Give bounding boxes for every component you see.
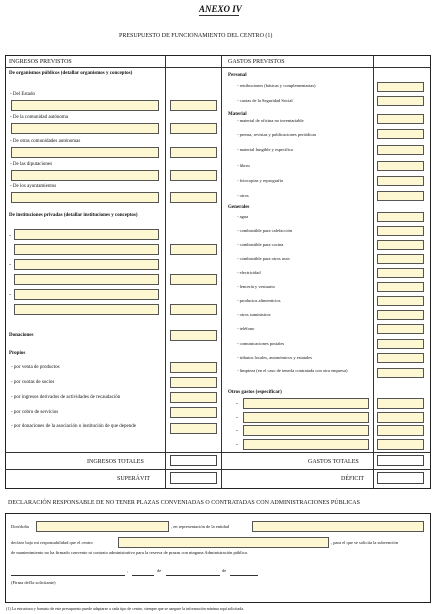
gasto-libros-label: - libros [237, 163, 250, 168]
firma-label: (Firma del/la solicitante) [11, 580, 56, 585]
declaracion-title: DECLARACIÓN RESPONSABLE DE NO TENER PLAZAS CONVENIADAS O CONTRATADAS CON ADMINISTRACIONES PÚBLICAS [8, 500, 360, 506]
gasto-prensa-field[interactable] [377, 129, 424, 139]
page-title: PRESUPUESTO DE FUNCIONAMIENTO DEL CENTRO (1) [119, 33, 273, 39]
para-el-que-label: , para el que se solicita la subvención [331, 540, 398, 545]
inst-privada-3b-detail-field[interactable] [14, 304, 159, 315]
org-publicos-label: De organismos públicos (detallar organismos y conceptos) [9, 71, 133, 76]
annex-underline [199, 15, 239, 16]
gasto-otros-usos-label: - combustible para otros usos [237, 256, 290, 261]
gasto-tributos-label: - tributos locales, autonómicos y estatales [237, 355, 312, 360]
gasto-electricidad-field[interactable] [377, 268, 424, 278]
otros-gasto-3-amount-field[interactable] [377, 425, 424, 436]
inst-privada-dash: - [9, 233, 11, 239]
ingreso-estado-detail-field[interactable] [11, 100, 159, 111]
ingreso-ayuntamientos-label: - De los ayuntamientos [10, 184, 57, 189]
gasto-lenceria-field[interactable] [377, 282, 424, 292]
divider-center [221, 55, 222, 489]
otros-gasto-dash: - [236, 428, 238, 434]
gasto-lenceria-label: - lencería y vestuario [237, 284, 275, 289]
gasto-prensa-label: - prensa, revistas y publicaciones periódicas [237, 132, 317, 137]
propios-servicios-label: - por cobro de servicios [11, 410, 59, 415]
ingreso-comunidad-label: - De la comunidad autónoma [10, 115, 69, 120]
otros-gasto-1-amount-field[interactable] [377, 398, 424, 409]
gastos-heading: GASTOS PREVISTOS [228, 59, 285, 65]
entidad-field[interactable] [252, 521, 424, 532]
otros-gastos-label: Otros gastos (especificar) [228, 390, 282, 395]
propios-label: Propios [9, 351, 26, 356]
gasto-agua-field[interactable] [377, 212, 424, 222]
ingreso-ayuntamientos-amount-field[interactable] [170, 192, 217, 203]
inst-privada-dash: - [9, 292, 11, 298]
gasto-electricidad-label: - electricidad [237, 270, 261, 275]
gastos-totales-field[interactable] [377, 455, 424, 466]
inst-privada-1-amount-field[interactable] [170, 244, 217, 255]
gasto-seguridad-social-label: - cuotas de la Seguridad Social [237, 98, 293, 103]
representacion-label: , en representación de la entidad [171, 524, 229, 529]
ingreso-diputaciones-detail-field[interactable] [11, 170, 159, 181]
superavit-field[interactable] [170, 472, 217, 484]
gasto-suministros-label: - otros suministros [237, 312, 271, 317]
inst-privada-1-detail-field[interactable] [14, 229, 159, 240]
superavit-label: SUPERÁVIT [117, 476, 151, 482]
inst-privada-2b-detail-field[interactable] [14, 274, 159, 285]
otros-gasto-3-detail-field[interactable] [243, 425, 369, 436]
propios-cuotas-label: - por cuotas de socios [11, 380, 55, 385]
gasto-calefaccion-field[interactable] [377, 226, 424, 236]
heading-rule [5, 67, 431, 68]
gasto-seguridad-social-field[interactable] [377, 96, 424, 106]
gasto-fotocopias-field[interactable] [377, 176, 424, 186]
coma-label: , [127, 568, 129, 573]
ingreso-comunidad-amount-field[interactable] [170, 123, 217, 134]
mes-line [166, 575, 220, 576]
gasto-fungible-field[interactable] [377, 145, 424, 155]
otros-gasto-dash: - [236, 401, 238, 407]
gastos-totales-label: GASTOS TOTALES [308, 459, 359, 465]
inst-privada-2-detail-field[interactable] [14, 259, 159, 270]
de-label-2: de [222, 568, 227, 573]
ingreso-otras-comunidades-label: - De otras comunidades autónomas [10, 139, 81, 144]
personal-label: Personal [228, 73, 247, 78]
gasto-retribuciones-label: - retribuciones (básicas y complementarias) [237, 83, 316, 88]
declaro-label: declaro bajo mi responsabilidad que el centro [11, 540, 93, 545]
gasto-limpieza-label: - limpieza (en el caso de tenerla contratada con otra empresa) [237, 368, 348, 373]
ingreso-diputaciones-amount-field[interactable] [170, 170, 217, 181]
inst-privada-1b-detail-field[interactable] [14, 244, 159, 255]
inst-privada-3-detail-field[interactable] [14, 289, 159, 300]
otros-gasto-2-detail-field[interactable] [243, 412, 369, 423]
footnote: (1) La estructura y formato de este presupuesto puede adaptarse a cada tipo de centro, siempre que se asegure la información mínima aquí solicitada. [6, 606, 245, 611]
propios-cuotas-amount-field[interactable] [170, 377, 217, 388]
don-dona-label: Don/doña [11, 524, 29, 529]
propios-recaudacion-label: - por ingresos derivados de actividades de recaudación [11, 395, 121, 400]
gasto-material-otros-label: - otros [237, 193, 249, 198]
ingreso-comunidad-detail-field[interactable] [11, 123, 159, 134]
gasto-cocina-label: - combustible para cocina [237, 242, 284, 247]
gasto-postales-label: - comunicaciones postales [237, 341, 285, 346]
gasto-calefaccion-label: - combustible para calefacción [237, 228, 293, 233]
propios-donaciones-label: - por donaciones de la asociación o institución de que depende [11, 424, 136, 429]
don-dona-field[interactable] [36, 521, 169, 532]
ano-line [230, 575, 258, 576]
gasto-telefono-label: - teléfono [237, 326, 255, 331]
deficit-label: DÉFICIT [341, 476, 364, 482]
propios-servicios-amount-field[interactable] [170, 407, 217, 418]
divider-ingresos-amount [165, 55, 166, 489]
annex-title: ANEXO IV [199, 4, 242, 14]
propios-venta-amount-field[interactable] [170, 362, 217, 373]
dia-line [132, 575, 154, 576]
gasto-oficina-field[interactable] [377, 114, 424, 124]
balance-rule [5, 469, 431, 470]
gasto-cocina-field[interactable] [377, 240, 424, 250]
otros-gasto-4-amount-field[interactable] [377, 439, 424, 450]
ingreso-diputaciones-label: - De las diputaciones [10, 162, 53, 167]
gasto-oficina-label: - material de oficina no inventariable [237, 118, 304, 123]
ingreso-estado-label: - Del Estado [10, 92, 35, 97]
mantenimiento-label: de mantenimiento no ha firmado convenio ni contrato administrativo para la reserva de prazas con ninguna Administración pública. [11, 550, 248, 555]
ingresos-heading: INGRESOS PREVISTOS [9, 59, 72, 65]
otros-gasto-4-detail-field[interactable] [243, 439, 369, 450]
gasto-alimenticios-field[interactable] [377, 296, 424, 306]
inst-privada-dash: - [9, 262, 11, 268]
inst-privada-3-amount-field[interactable] [170, 304, 217, 315]
gasto-limpieza-field[interactable] [377, 368, 424, 378]
donaciones-label: Donaciones [9, 333, 34, 338]
ingresos-totales-label: INGRESOS TOTALES [87, 459, 144, 465]
gasto-fungible-label: - material fungible y específico [237, 147, 294, 152]
gasto-libros-field[interactable] [377, 161, 424, 171]
de-label-1: de [157, 568, 162, 573]
material-label: Material [228, 112, 247, 117]
inst-privadas-label: De instituciones privadas (detallar instituciones y conceptos) [9, 213, 138, 218]
ingresos-totales-field[interactable] [170, 455, 217, 466]
gasto-telefono-field[interactable] [377, 324, 424, 334]
otros-gasto-2-amount-field[interactable] [377, 412, 424, 423]
generales-label: Generales [228, 205, 250, 210]
gasto-material-otros-field[interactable] [377, 191, 424, 201]
ingreso-otras-comunidades-amount-field[interactable] [170, 147, 217, 158]
gasto-fotocopias-label: - fotocopias y reprografía [237, 178, 283, 183]
totals-rule [5, 452, 431, 453]
propios-recaudacion-amount-field[interactable] [170, 392, 217, 403]
inst-privada-2-amount-field[interactable] [170, 274, 217, 285]
propios-donaciones-amount-field[interactable] [170, 423, 217, 434]
gasto-otros-usos-field[interactable] [377, 254, 424, 264]
donaciones-amount-field[interactable] [170, 330, 217, 341]
ingreso-estado-amount-field[interactable] [170, 100, 217, 111]
otros-gasto-dash: - [236, 415, 238, 421]
divider-gastos-amount [373, 55, 374, 489]
deficit-field[interactable] [377, 472, 424, 484]
gasto-agua-label: - agua [237, 214, 249, 219]
otros-gasto-dash: - [236, 442, 238, 448]
lugar-line [11, 575, 125, 576]
centro-field[interactable] [118, 537, 329, 548]
otros-gasto-1-detail-field[interactable] [243, 398, 369, 409]
ingreso-ayuntamientos-detail-field[interactable] [11, 192, 159, 203]
propios-venta-label: - por venta de productos [11, 365, 60, 370]
gasto-suministros-field[interactable] [377, 310, 424, 320]
gasto-retribuciones-field[interactable] [377, 82, 424, 92]
gasto-tributos-field[interactable] [377, 353, 424, 363]
ingreso-otras-comunidades-detail-field[interactable] [11, 147, 159, 158]
gasto-alimenticios-label: - productos alimenticios [237, 298, 281, 303]
gasto-postales-field[interactable] [377, 339, 424, 349]
